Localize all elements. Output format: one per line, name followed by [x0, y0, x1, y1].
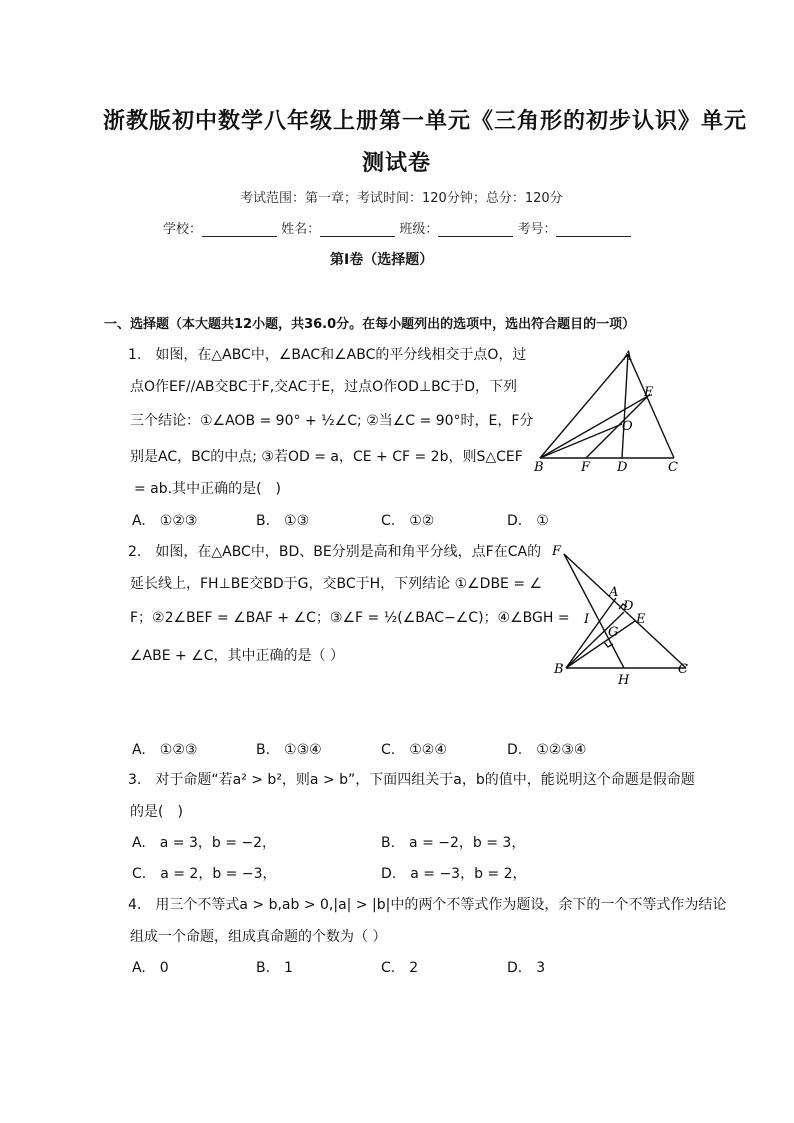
- q1-line3: 三个结论：①∠AOB = 90° + ½∠C; ②当∠C = 90°时，E，F分: [130, 413, 534, 429]
- class-field[interactable]: [438, 222, 513, 237]
- q2-option-c[interactable]: C. ①②④: [381, 742, 447, 758]
- q4-option-c[interactable]: C. 2: [381, 960, 419, 976]
- exam-info: 考试范围：第一章；考试时间：120分钟；总分：120分: [240, 191, 563, 206]
- name-label: 姓名：: [281, 222, 321, 237]
- q2-label-E: E: [636, 612, 646, 627]
- q1-line4: 别是AC，BC的中点; ③若OD = a，CE + CF = 2b，则S△CEF: [130, 449, 523, 465]
- q2-line2: 延长线上，FH⊥BE交BD于G，交BC于H，下列结论 ①∠DBE = ∠: [130, 576, 543, 592]
- q3-option-d[interactable]: D. a = −3，b = 2，: [381, 866, 527, 882]
- q1-option-a[interactable]: A. ①②③: [132, 513, 198, 529]
- q1-line1: 1. 如图，在△ABC中，∠BAC和∠ABC的平分线相交于点O，过: [128, 347, 527, 363]
- q2-label-I: I: [584, 612, 590, 627]
- q2-label-F: F: [552, 544, 562, 559]
- page-title-line2: 测试卷: [362, 150, 432, 176]
- q1-label-C: C: [668, 460, 678, 475]
- q2-line1: 2. 如图，在△ABC中，BD、BE分别是高和角平分线，点F在CA的: [128, 544, 542, 560]
- q4-option-b[interactable]: B. 1: [256, 960, 293, 976]
- q2-label-G: G: [608, 625, 619, 640]
- exam-number-field[interactable]: [556, 222, 631, 237]
- q3-option-a[interactable]: A. a = 3，b = −2，: [132, 835, 277, 851]
- school-label: 学校：: [163, 222, 203, 237]
- q4-option-a[interactable]: A. 0: [132, 960, 169, 976]
- q4-line2: 组成一个命题，组成真命题的个数为（ ）: [130, 929, 387, 945]
- q1-option-c[interactable]: C. ①②: [381, 513, 435, 529]
- q2-figure-triangle: [546, 540, 696, 688]
- page-title-line1: 浙教版初中数学八年级上册第一单元《三角形的初步认识》单元: [103, 108, 748, 134]
- student-fields-row: [163, 218, 631, 237]
- q2-label-D: D: [623, 599, 634, 614]
- q1-line2: 点O作EF//AB交BC于F,交AC于E，过点O作OD⊥BC于D，下列: [130, 379, 518, 395]
- q1-option-b[interactable]: B. ①③: [256, 513, 310, 529]
- section-heading: 一、选择题（本大题共12小题，共36.0分。在每小题列出的选项中，选出符合题目的一项）: [104, 317, 636, 332]
- q1-line5: = ab.其中正确的是( ): [134, 481, 282, 497]
- q2-option-a[interactable]: A. ①②③: [132, 742, 198, 758]
- q1-label-E: E: [644, 385, 654, 400]
- q2-option-b[interactable]: B. ①③④: [256, 742, 322, 758]
- q3-line1: 3. 对于命题“若a² > b²，则a > b”，下面四组关于a，b的值中，能说明这个命题是假命题: [128, 772, 695, 788]
- q4-line1: 4. 用三个不等式a > b,ab > 0,|a| > |b|中的两个不等式作为题设，余下的一个不等式作为结论: [128, 897, 727, 913]
- q3-option-b[interactable]: B. a = −2，b = 3，: [381, 835, 526, 851]
- q1-figure-triangle: [528, 344, 698, 476]
- q2-line4: ∠ABE + ∠C，其中正确的是（ ）: [130, 648, 344, 664]
- q3-line2: 的是( ): [130, 804, 183, 820]
- q2-label-C: C: [678, 662, 688, 677]
- name-field[interactable]: [320, 222, 395, 237]
- q2-line3: F；②2∠BEF = ∠BAF + ∠C；③∠F = ½(∠BAC−∠C)；④∠BGH =: [130, 610, 570, 626]
- q2-label-H: H: [618, 673, 630, 688]
- q1-label-A: A: [623, 349, 633, 364]
- q1-label-F: F: [581, 460, 591, 475]
- q1-label-O: O: [622, 419, 633, 434]
- q1-label-B: B: [534, 460, 544, 475]
- q1-label-D: D: [617, 460, 628, 475]
- class-label: 班级：: [399, 222, 439, 237]
- q2-label-A: A: [609, 585, 619, 600]
- q2-option-d[interactable]: D. ①②③④: [507, 742, 587, 758]
- q3-option-c[interactable]: C. a = 2，b = −3，: [132, 866, 277, 882]
- volume-title: 第Ⅰ卷（选择题）: [330, 252, 434, 268]
- q1-option-d[interactable]: D. ①: [507, 513, 549, 529]
- q4-option-d[interactable]: D. 3: [507, 960, 546, 976]
- q2-label-B: B: [554, 662, 564, 677]
- exam-number-label: 考号：: [517, 222, 557, 237]
- school-field[interactable]: [202, 222, 277, 237]
